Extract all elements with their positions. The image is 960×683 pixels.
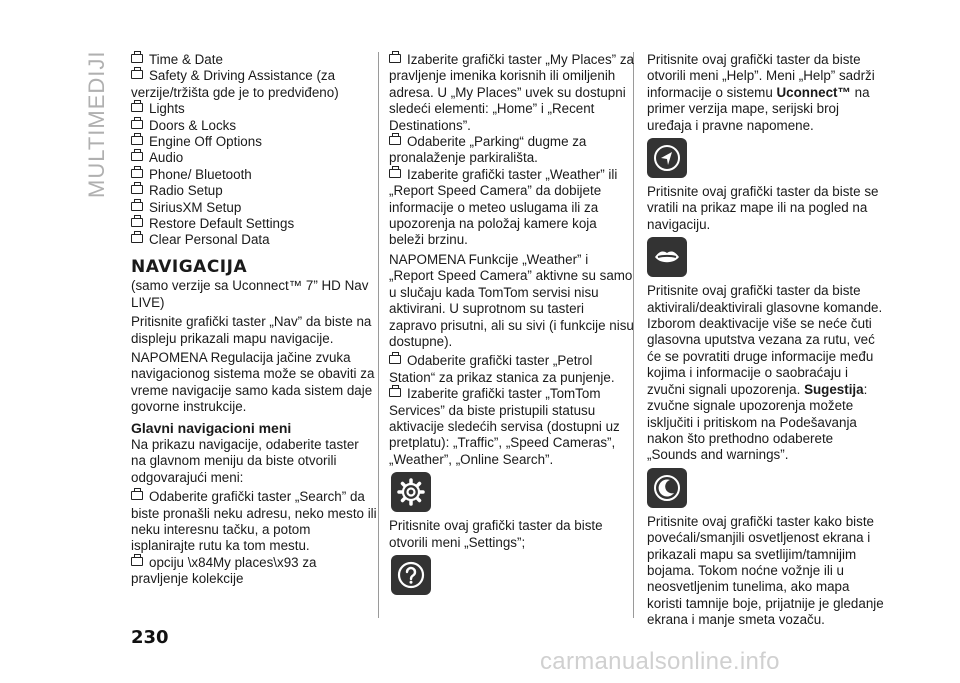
bullet-icon	[131, 136, 143, 145]
settings-gear-icon	[391, 472, 431, 512]
brand-name: Uconnect™	[776, 84, 851, 100]
suggestion-label: Sugestija	[804, 381, 864, 397]
chapter-side-label	[80, 48, 110, 198]
bullet-icon	[131, 202, 143, 211]
column-2	[389, 52, 635, 601]
menu-item: Engine Off Options	[131, 134, 377, 150]
bullet-icon	[131, 70, 143, 79]
menu-item: Doors & Locks	[131, 118, 377, 134]
subsection-title: Glavni navigacioni meni	[131, 419, 292, 436]
bullet-icon	[131, 169, 143, 178]
day-night-moon-icon	[647, 468, 687, 508]
menu-item: Clear Personal Data	[131, 232, 377, 248]
paragraph: Pritisnite ovaj grafički taster da biste se vratili na prikaz mape ili na pogled na navigaciju.	[647, 184, 879, 232]
column-3	[647, 52, 885, 632]
paragraph: Pritisnite ovaj grafički taster da biste otvorili meni „Settings”;	[389, 518, 603, 550]
bullet-icon	[131, 218, 143, 227]
bullet-icon	[131, 491, 143, 500]
menu-item: Lights	[131, 101, 377, 117]
note-paragraph: NAPOMENA Regulacija jačine zvuka navigacionog sistema može se obaviti za vreme navigacije samo kada sistem daje govorne instrukcije.	[131, 349, 375, 415]
chapter-title: MULTIMEDIJI	[84, 50, 109, 198]
paragraph: Pritisnite ovaj grafički taster kako biste povećali/smanjili osvetljenost ekrana i prikazali mapu sa svetlijim/tamnijim bojama. Tokom noćne vožnje ili u neosvetljenim tunelima, ako mapa koristi tamnije boje, prijatnije je gledanje ekrana i manje smeta vozaču.	[647, 513, 884, 628]
voice-lips-icon	[647, 237, 687, 277]
menu-item: SiriusXM Setup	[131, 200, 377, 216]
column-divider	[378, 52, 379, 618]
bullet-item: Izaberite grafički taster „Weather” ili „Report Speed Camera” da dobijete informacije o meteo uslugama ili za upozorenja na položaj kamere koja beleži brzinu.	[389, 166, 618, 248]
menu-item: Audio	[131, 150, 377, 166]
navigation-arrow-icon	[647, 138, 687, 178]
bullet-icon	[389, 355, 401, 364]
bullet-icon	[389, 136, 401, 145]
bullet-item: Izaberite grafički taster „TomTom Services” da biste pristupili statusu aktivacije sledećih servisa (dostupni uz pretplatu): „Traffic”, „Speed Cameras”, „Weather”, „Online Search”.	[389, 386, 620, 467]
paragraph: Pritisnite ovaj grafički taster da biste aktivirali/deaktivirali glasovne komande. Izborom deaktivacije više se neće čuti glasovna uputstva vezana za rutu, već će se povratiti druge informacije među kojima i informacije o saobraćaju i zvučni signali upozorenja. Sugestija: zvučne signale upozorenja možete isključiti i pritiskom na Podešavanja nakon što prethodno odaberete „Sounds and warnings”.	[647, 283, 883, 463]
bullet-icon	[389, 54, 401, 63]
paragraph: Pritisnite grafički taster „Nav” da biste na displeju prikazali mapu navigacije.	[131, 314, 372, 346]
menu-item: Radio Setup	[131, 183, 377, 199]
bullet-icon	[131, 152, 143, 161]
note-paragraph: NAPOMENA Funkcije „Weather” i „Report Speed Camera” aktivne su samo u slučaju kada TomTom servisi nisu aktivirani. U suprotnom su tasteri zapravo prisutni, ali su sivi (i funkcije nisu dostupne).	[389, 251, 634, 349]
menu-item: Phone/ Bluetooth	[131, 167, 377, 183]
bullet-item: opciju \x84My places\x93 za pravljenje kolekcije	[131, 554, 317, 587]
bullet-icon	[131, 557, 143, 566]
bullet-icon	[131, 54, 143, 63]
paragraph: Pritisnite ovaj grafički taster da biste otvorili meni „Help”. Meni „Help” sadrži informacije o sistemu Uconnect™ na primer verzija mape, serijski broj uređaja i pravne napomene.	[647, 52, 875, 133]
bullet-item: Odaberite grafički taster „Petrol Station“ za prikaz stanica za punjenje.	[389, 353, 615, 385]
section-title: NAVIGACIJA	[131, 256, 248, 277]
bullet-icon	[389, 388, 401, 397]
menu-item: Time & Date	[131, 52, 377, 68]
column-1	[131, 52, 377, 588]
paragraph: (samo verzije sa Uconnect™ 7” HD Nav LIVE)	[131, 278, 369, 310]
bullet-item: Odaberite „Parking“ dugme za pronalaženje parkirališta.	[389, 134, 587, 166]
watermark: carmanualsonline.info	[540, 648, 780, 675]
menu-item: Safety & Driving Assistance (za verzije/tržišta gde je to predviđeno)	[131, 68, 339, 100]
bullet-icon	[389, 169, 401, 178]
paragraph: Na prikazu navigacije, odaberite taster na glavnom meniju da biste otvorili odgovarajući meni:	[131, 436, 359, 485]
menu-item: Restore Default Settings	[131, 216, 377, 232]
help-question-icon	[391, 555, 431, 595]
bullet-icon	[131, 185, 143, 194]
bullet-item: Izaberite grafički taster „My Places” za pravljenje imenika korisnih ili omiljenih adresa. U „My Places” uvek su dostupni sledeći elementi: „Home” i „Recent Destinations”.	[389, 52, 634, 133]
bullet-icon	[131, 234, 143, 243]
bullet-icon	[131, 103, 143, 112]
page-number: 230	[131, 627, 169, 648]
bullet-item: Odaberite grafički taster „Search” da biste pronašli neku adresu, neko mesto ili neku interesnu tačku, a potom isplanirajte rutu ka tom mestu.	[131, 489, 377, 554]
bullet-icon	[131, 120, 143, 129]
